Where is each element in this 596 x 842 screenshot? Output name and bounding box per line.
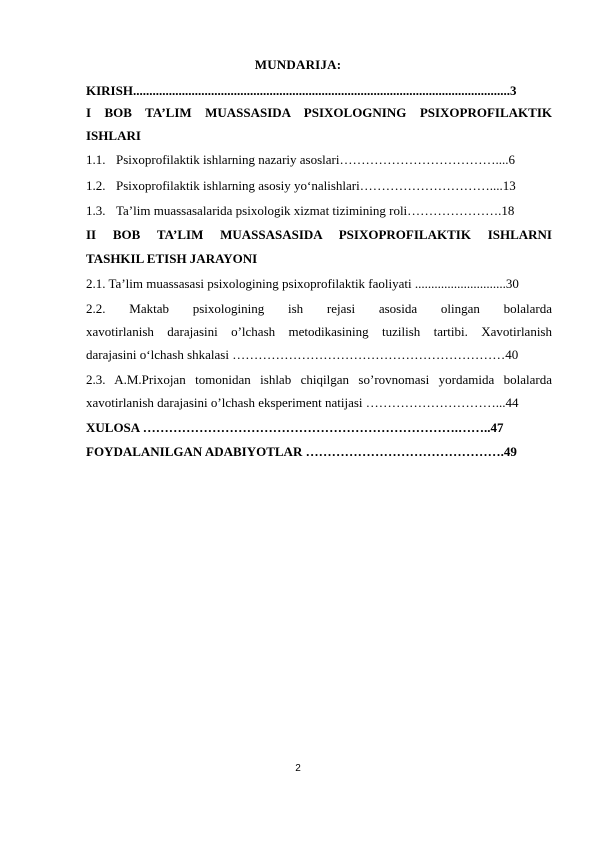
section-number: 1.3. xyxy=(86,203,106,218)
toc-title: MUNDARIJA: xyxy=(254,57,342,72)
toc-entry-references: FOYDALANILGAN ADABIYOTLAR ……………………………………….49 xyxy=(86,444,517,459)
toc-entry-chapter1-line1: I BOB TA’LIM MUASSASIDA PSIXOLOGNING PSIXOPROFILAKTIK xyxy=(86,105,552,120)
toc-entry-1-2 xyxy=(86,178,552,194)
toc-entry-2-3-line2: xavotirlanish darajasini o’lchash eksperiment natijasi …………………………...44 xyxy=(86,395,519,410)
toc-entry-chapter2-line2: TASHKIL ETISH JARAYONI xyxy=(86,251,258,266)
toc-entry-1-1 xyxy=(86,152,552,168)
section-text: Psixoprofilaktik ishlarning nazariy asoslari………………………………....6 xyxy=(116,152,515,167)
toc-entry-conclusion: XULOSA ……………………………………………………………….……..47 xyxy=(86,420,504,435)
page-number: 2 xyxy=(295,763,301,774)
toc-entry-2-1: 2.1. Ta’lim muassasasi psixologining psixoprofilaktik faoliyati ............................30 xyxy=(86,276,519,291)
section-number: 1.1. xyxy=(86,152,106,167)
toc-entry-1-3 xyxy=(86,203,552,219)
toc-entry-2-2-line2: xavotirlanish darajasini o’lchash metodikasining tuzilish tartibi. Xavotirlanish xyxy=(86,324,552,339)
toc-entry-2-2-line3: darajasini o‘lchash shkalasi ………………………………………………………40 xyxy=(86,347,519,362)
toc-entry-2-3-line1: 2.3. A.M.Prixojan tomonidan ishlab chiqilgan so’rovnomasi yordamida bolalarda xyxy=(86,372,552,387)
section-text: Ta’lim muassasalarida psixologik xizmat tizimining roli………………….18 xyxy=(116,203,515,218)
toc-entry-chapter2-line1: II BOB TA’LIM MUASSASASIDA PSIXOPROFILAKTIK ISHLARNI xyxy=(86,227,552,242)
section-number: 1.2. xyxy=(86,178,106,193)
toc-entry-intro: KIRISH....................................................................................................................3 xyxy=(86,83,517,98)
section-text: Psixoprofilaktik ishlarning asosiy yo‘nalishlari…………………………....13 xyxy=(116,178,516,193)
toc-entry-chapter1-line2: ISHLARI xyxy=(86,128,141,143)
toc-entry-2-2-line1: 2.2. Maktab psixologining ish rejasi asosida olingan bolalarda xyxy=(86,301,552,316)
